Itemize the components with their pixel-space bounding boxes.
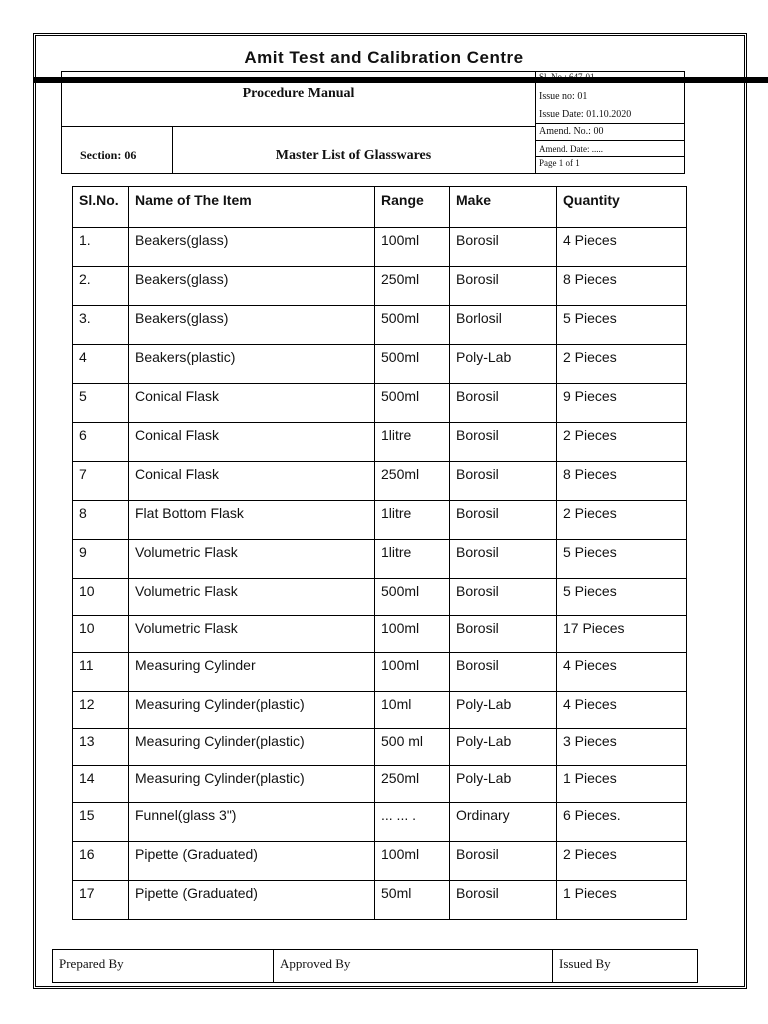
cell-range: 500ml [375,579,450,616]
cell-name: Beakers(glass) [129,306,375,345]
cell-name: Measuring Cylinder(plastic) [129,729,375,766]
table-row [73,881,687,920]
table-header-row [73,187,687,228]
table-row [73,462,687,501]
table-row [73,501,687,540]
cell-quantity: 8 Pieces [557,462,687,501]
cell-sl: 10 [73,616,129,653]
amend-date: Amend. Date: ..... [539,144,603,154]
cell-range: 50ml [375,881,450,920]
cell-sl: 2. [73,267,129,306]
signature-footer [52,949,698,983]
cell-make: Borosil [450,579,557,616]
cell-sl: 16 [73,842,129,881]
cell-quantity: 1 Pieces [557,766,687,803]
cell-make: Borosil [450,842,557,881]
cell-sl: 12 [73,692,129,729]
cell-make: Borosil [450,616,557,653]
table-row [73,729,687,766]
cell-name: Beakers(plastic) [129,345,375,384]
cell-range: 10ml [375,692,450,729]
cell-range: 500ml [375,306,450,345]
cell-name: Beakers(glass) [129,228,375,267]
cell-name: Conical Flask [129,423,375,462]
cell-name: Conical Flask [129,384,375,423]
cell-quantity: 4 Pieces [557,228,687,267]
cell-make: Borlosil [450,306,557,345]
cell-sl: 4 [73,345,129,384]
table-row [73,766,687,803]
cell-sl: 8 [73,501,129,540]
prepared-by: Prepared By [59,956,124,971]
cell-quantity: 2 Pieces [557,345,687,384]
cell-name: Funnel(glass 3") [129,803,375,842]
cell-name: Pipette (Graduated) [129,842,375,881]
cell-range: 1litre [375,423,450,462]
cell-make: Borosil [450,540,557,579]
cell-quantity: 3 Pieces [557,729,687,766]
cell-sl: 9 [73,540,129,579]
cell-quantity: 4 Pieces [557,692,687,729]
cell-sl: 11 [73,653,129,692]
section-number: Section: 06 [80,148,137,162]
table-row [73,579,687,616]
col-header-range: Range [375,187,450,228]
cell-quantity: 2 Pieces [557,501,687,540]
issue-date: Issue Date: 01.10.2020 [539,109,632,120]
cell-range: 100ml [375,616,450,653]
cell-quantity: 2 Pieces [557,423,687,462]
meta-divider [535,156,685,157]
header-rule [33,77,768,83]
cell-range: 100ml [375,228,450,267]
cell-name: Measuring Cylinder [129,653,375,692]
manual-title: Procedure Manual [242,86,355,101]
cell-range: 1litre [375,501,450,540]
cell-quantity: 5 Pieces [557,540,687,579]
approved-by: Approved By [273,950,552,982]
col-header-sl: Sl.No. [73,187,129,228]
cell-name: Volumetric Flask [129,540,375,579]
cell-make: Poly-Lab [450,766,557,803]
document-header [61,71,685,174]
cell-sl: 10 [73,579,129,616]
col-header-name: Name of The Item [129,187,375,228]
cell-quantity: 17 Pieces [557,616,687,653]
document-subject: Master List of Glasswares [275,148,432,163]
cell-name: Conical Flask [129,462,375,501]
cell-sl: 14 [73,766,129,803]
cell-range: 250ml [375,766,450,803]
cell-make: Poly-Lab [450,345,557,384]
cell-range: 250ml [375,462,450,501]
company-name: Amit Test and Calibration Centre [244,48,524,67]
cell-sl: 7 [73,462,129,501]
cell-sl: 3. [73,306,129,345]
issue-no: Issue no: 01 [539,91,588,102]
table-row [73,540,687,579]
cell-range: 1litre [375,540,450,579]
table-row [73,842,687,881]
cell-make: Borosil [450,501,557,540]
cell-name: Measuring Cylinder(plastic) [129,692,375,729]
cell-make: Borosil [450,384,557,423]
amend-no: Amend. No.: 00 [539,126,604,137]
table-row [73,306,687,345]
cell-name: Volumetric Flask [129,616,375,653]
table-row [73,692,687,729]
cell-make: Borosil [450,267,557,306]
cell-make: Poly-Lab [450,729,557,766]
meta-divider [535,123,685,124]
cell-make: Ordinary [450,803,557,842]
col-header-quantity: Quantity [557,187,687,228]
table-row [73,803,687,842]
cell-make: Borosil [450,881,557,920]
cell-sl: 5 [73,384,129,423]
cell-range: 500 ml [375,729,450,766]
cell-sl: 13 [73,729,129,766]
cell-range: 500ml [375,345,450,384]
cell-quantity: 4 Pieces [557,653,687,692]
cell-sl: 17 [73,881,129,920]
cell-make: Borosil [450,423,557,462]
cell-range: 500ml [375,384,450,423]
page-number: Page 1 of 1 [539,158,580,168]
cell-sl: 1. [73,228,129,267]
cell-make: Borosil [450,462,557,501]
cell-make: Borosil [450,228,557,267]
cell-name: Flat Bottom Flask [129,501,375,540]
cell-quantity: 9 Pieces [557,384,687,423]
cell-name: Pipette (Graduated) [129,881,375,920]
table-row [73,345,687,384]
header-divider [62,126,535,127]
cell-range: ... ... . [375,803,450,842]
issued-by: Issued By [552,950,697,982]
cell-name: Measuring Cylinder(plastic) [129,766,375,803]
cell-make: Poly-Lab [450,692,557,729]
cell-quantity: 1 Pieces [557,881,687,920]
table-row [73,653,687,692]
table-row [73,616,687,653]
table-row [73,228,687,267]
glassware-table [72,186,687,920]
cell-name: Volumetric Flask [129,579,375,616]
cell-quantity: 5 Pieces [557,579,687,616]
cell-range: 250ml [375,267,450,306]
cell-make: Borosil [450,653,557,692]
col-header-make: Make [450,187,557,228]
cell-sl: 6 [73,423,129,462]
cell-name: Beakers(glass) [129,267,375,306]
meta-divider [535,140,685,141]
cell-range: 100ml [375,653,450,692]
table-row [73,423,687,462]
cell-quantity: 8 Pieces [557,267,687,306]
table-row [73,384,687,423]
cell-quantity: 6 Pieces. [557,803,687,842]
cell-quantity: 2 Pieces [557,842,687,881]
cell-quantity: 5 Pieces [557,306,687,345]
cell-sl: 15 [73,803,129,842]
cell-range: 100ml [375,842,450,881]
table-row [73,267,687,306]
